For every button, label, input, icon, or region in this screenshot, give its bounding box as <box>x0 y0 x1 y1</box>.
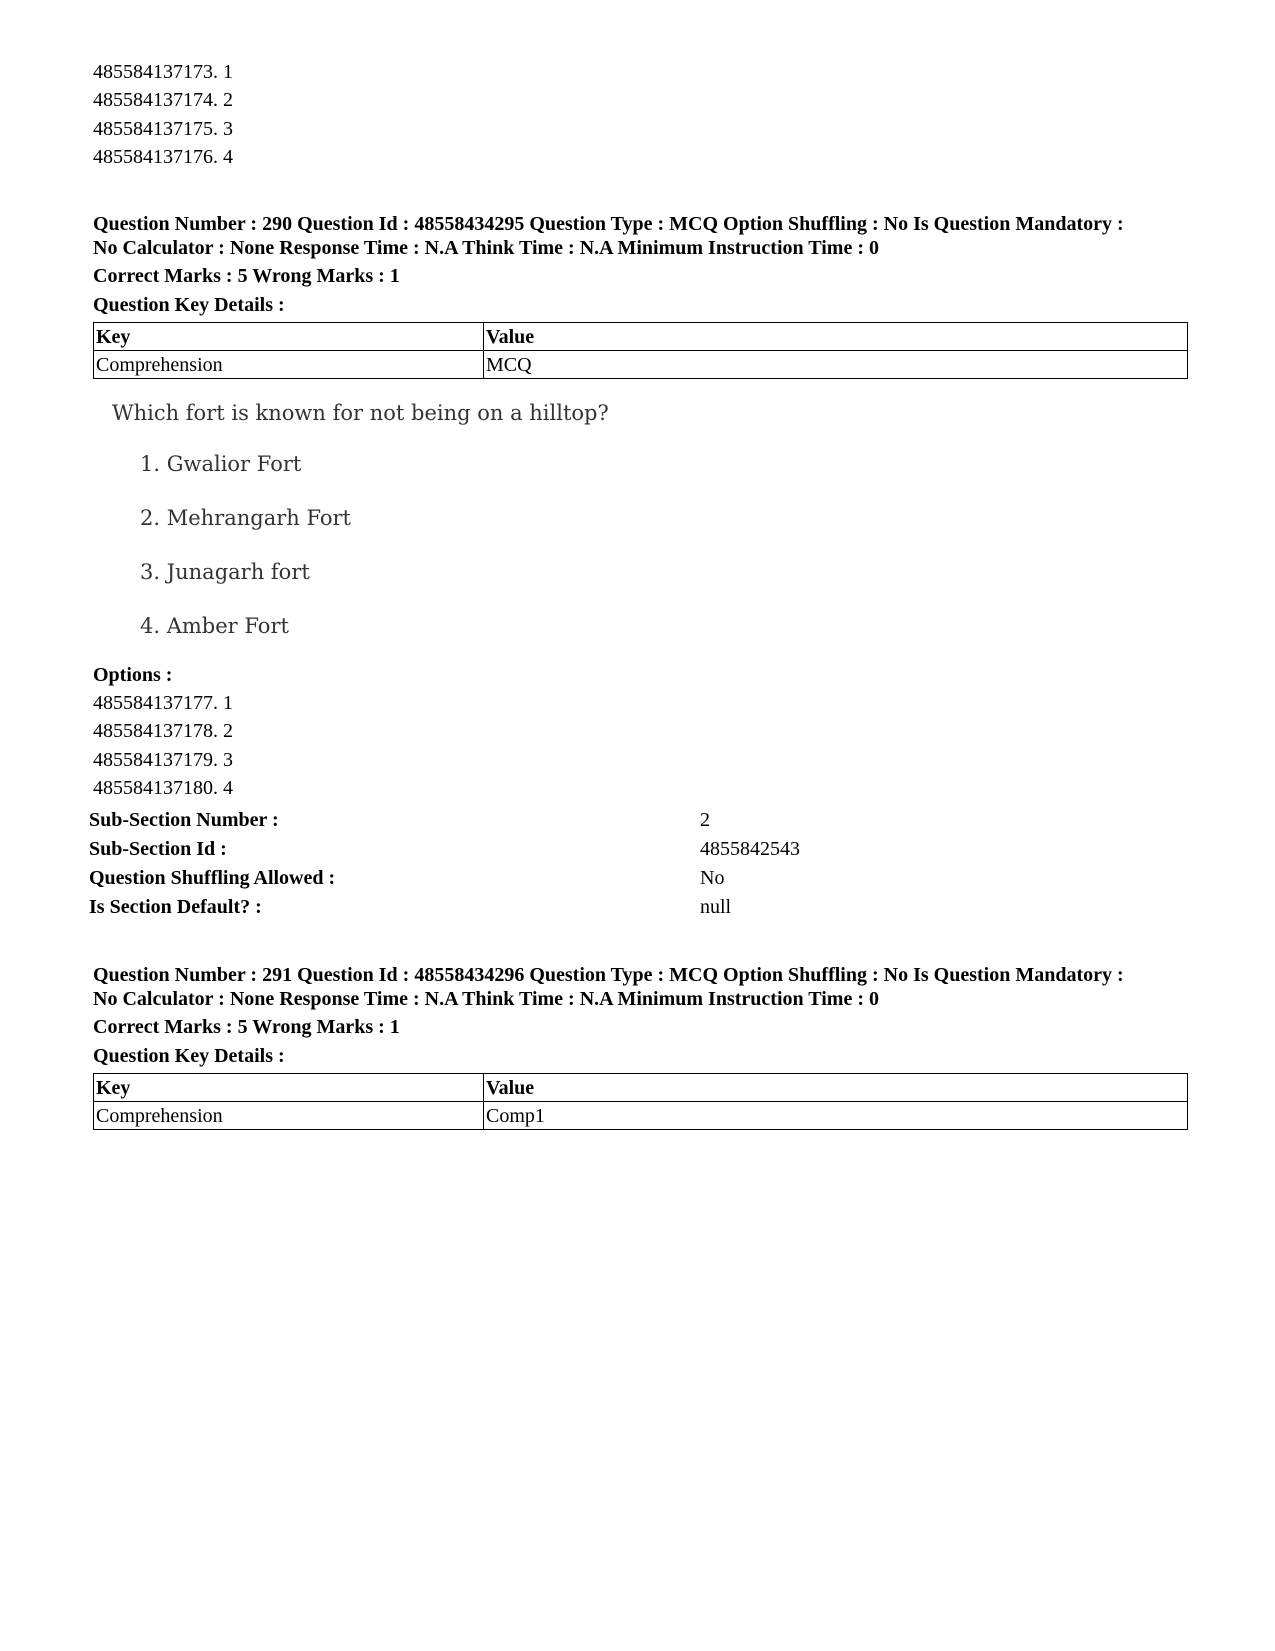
question-key-table <box>93 322 1188 379</box>
question-marks: Correct Marks : 5 Wrong Marks : 1 <box>93 265 400 287</box>
question-key-table <box>93 1073 1188 1130</box>
question-header-line2: No Calculator : None Response Time : N.A Think Time : N.A Minimum Instruction Time : 0 <box>93 988 879 1010</box>
option-item: 485584137176. 4 <box>93 146 233 168</box>
sub-section-number-label: Sub-Section Number : <box>89 809 279 831</box>
question-header-line1: Question Number : 291 Question Id : 48558434296 Question Type : MCQ Option Shuffling : No Is Question Mandatory : <box>93 964 1124 986</box>
option-item: 485584137173. 1 <box>93 61 233 83</box>
question-header-line1: Question Number : 290 Question Id : 48558434295 Question Type : MCQ Option Shuffling : No Is Question Mandatory : <box>93 213 1124 235</box>
sub-section-number-value: 2 <box>700 809 710 831</box>
question-choice: 2. Mehrangarh Fort <box>140 506 351 530</box>
option-item: 485584137174. 2 <box>93 89 233 111</box>
table-header-value: Value <box>484 323 1188 351</box>
option-item: 485584137180. 4 <box>93 777 233 799</box>
sub-section-id-label: Sub-Section Id : <box>89 838 227 860</box>
table-row <box>94 351 1188 379</box>
question-choice: 1. Gwalior Fort <box>140 452 302 476</box>
question-text: Which fort is known for not being on a hilltop? <box>112 401 609 425</box>
table-cell-key: Comprehension <box>94 1102 484 1130</box>
question-marks: Correct Marks : 5 Wrong Marks : 1 <box>93 1016 400 1038</box>
sub-section-id-value: 4855842543 <box>700 838 800 860</box>
options-label: Options : <box>93 664 173 686</box>
table-header-row <box>94 323 1188 351</box>
table-cell-value: MCQ <box>484 351 1188 379</box>
option-item: 485584137179. 3 <box>93 749 233 771</box>
option-item: 485584137177. 1 <box>93 692 233 714</box>
question-header-line2: No Calculator : None Response Time : N.A Think Time : N.A Minimum Instruction Time : 0 <box>93 237 879 259</box>
table-row <box>94 1102 1188 1130</box>
question-choice: 4. Amber Fort <box>140 614 289 638</box>
option-item: 485584137175. 3 <box>93 118 233 140</box>
table-header-key: Key <box>94 1074 484 1102</box>
question-shuffling-label: Question Shuffling Allowed : <box>89 867 336 889</box>
option-item: 485584137178. 2 <box>93 720 233 742</box>
section-default-value: null <box>700 896 732 918</box>
table-cell-key: Comprehension <box>94 351 484 379</box>
question-image <box>110 397 670 647</box>
question-choice: 3. Junagarh fort <box>140 560 310 584</box>
question-key-details-label: Question Key Details : <box>93 1045 285 1067</box>
question-key-details-label: Question Key Details : <box>93 294 285 316</box>
table-header-row <box>94 1074 1188 1102</box>
section-default-label: Is Section Default? : <box>89 896 262 918</box>
table-header-value: Value <box>484 1074 1188 1102</box>
table-cell-value: Comp1 <box>484 1102 1188 1130</box>
table-header-key: Key <box>94 323 484 351</box>
question-shuffling-value: No <box>700 867 725 889</box>
